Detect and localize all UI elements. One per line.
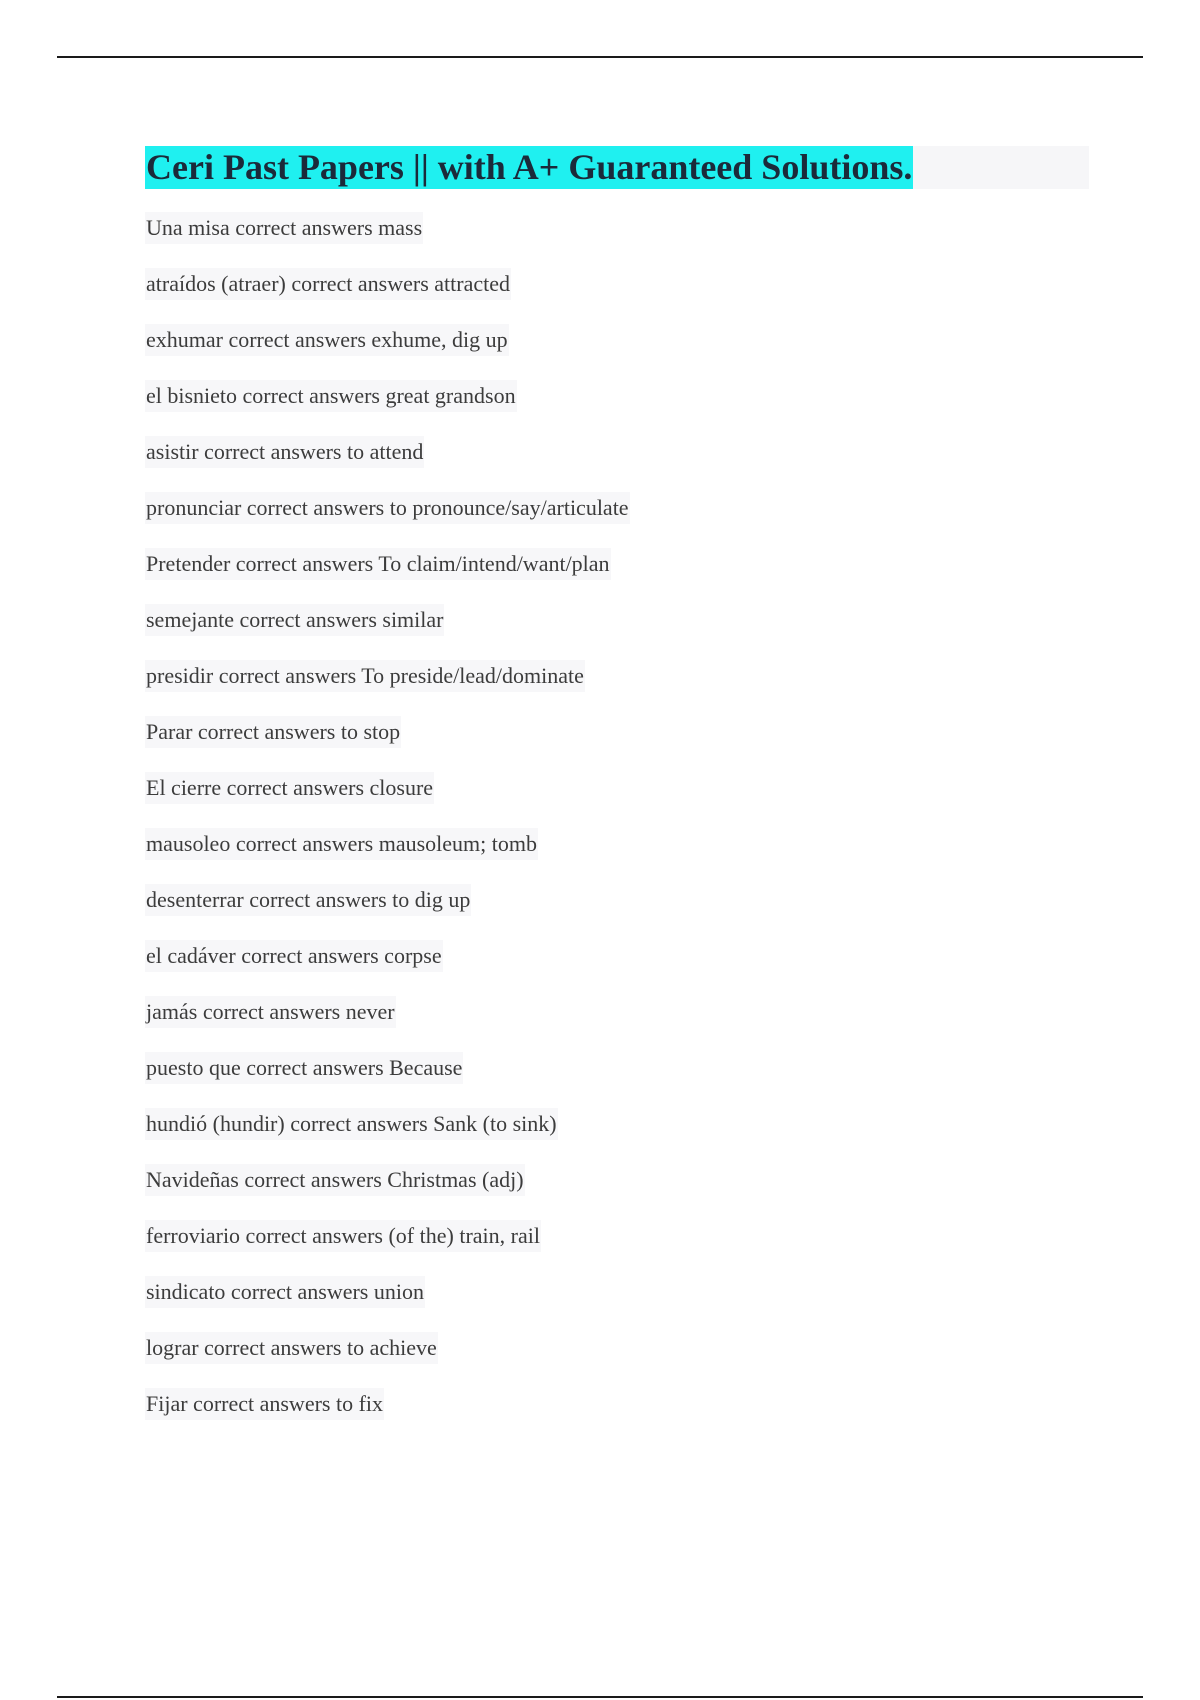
entry-text: Una misa correct answers mass: [145, 212, 423, 244]
entry-text: jamás correct answers never: [145, 996, 396, 1028]
list-item: [145, 1052, 630, 1108]
list-item: [145, 324, 630, 380]
entry-text: exhumar correct answers exhume, dig up: [145, 324, 509, 356]
entry-text: sindicato correct answers union: [145, 1276, 425, 1308]
list-item: [145, 212, 630, 268]
list-item: [145, 604, 630, 660]
entry-text: mausoleo correct answers mausoleum; tomb: [145, 828, 538, 860]
entry-text: puesto que correct answers Because: [145, 1052, 463, 1084]
entry-text: Navideñas correct answers Christmas (adj): [145, 1164, 525, 1196]
entry-text: asistir correct answers to attend: [145, 436, 424, 468]
entry-text: hundió (hundir) correct answers Sank (to sink): [145, 1108, 558, 1140]
list-item: [145, 996, 630, 1052]
entry-text: Pretender correct answers To claim/intend/want/plan: [145, 548, 611, 580]
list-item: [145, 380, 630, 436]
entry-text: semejante correct answers similar: [145, 604, 444, 636]
vocabulary-list: [145, 212, 630, 1444]
list-item: [145, 436, 630, 492]
document-title: Ceri Past Papers || with A+ Guaranteed Solutions.: [146, 147, 913, 187]
list-item: [145, 1388, 630, 1444]
list-item: [145, 828, 630, 884]
list-item: [145, 716, 630, 772]
list-item: [145, 940, 630, 996]
entry-text: atraídos (atraer) correct answers attracted: [145, 268, 511, 300]
entry-text: lograr correct answers to achieve: [145, 1332, 438, 1364]
list-item: [145, 492, 630, 548]
list-item: [145, 1332, 630, 1388]
entry-text: ferroviario correct answers (of the) train, rail: [145, 1220, 541, 1252]
list-item: [145, 1108, 630, 1164]
list-item: [145, 268, 630, 324]
list-item: [145, 772, 630, 828]
list-item: [145, 1276, 630, 1332]
entry-text: Parar correct answers to stop: [145, 716, 401, 748]
entry-text: Fijar correct answers to fix: [145, 1388, 384, 1420]
list-item: [145, 884, 630, 940]
entry-text: desenterrar correct answers to dig up: [145, 884, 471, 916]
entry-text: el bisnieto correct answers great grandson: [145, 380, 517, 412]
entry-text: el cadáver correct answers corpse: [145, 940, 443, 972]
list-item: [145, 1220, 630, 1276]
entry-text: pronunciar correct answers to pronounce/say/articulate: [145, 492, 630, 524]
header-rule: [57, 56, 1143, 58]
entry-text: presidir correct answers To preside/lead/dominate: [145, 660, 585, 692]
footer-rule: [57, 1696, 1143, 1698]
list-item: [145, 548, 630, 604]
list-item: [145, 1164, 630, 1220]
entry-text: El cierre correct answers closure: [145, 772, 434, 804]
list-item: [145, 660, 630, 716]
